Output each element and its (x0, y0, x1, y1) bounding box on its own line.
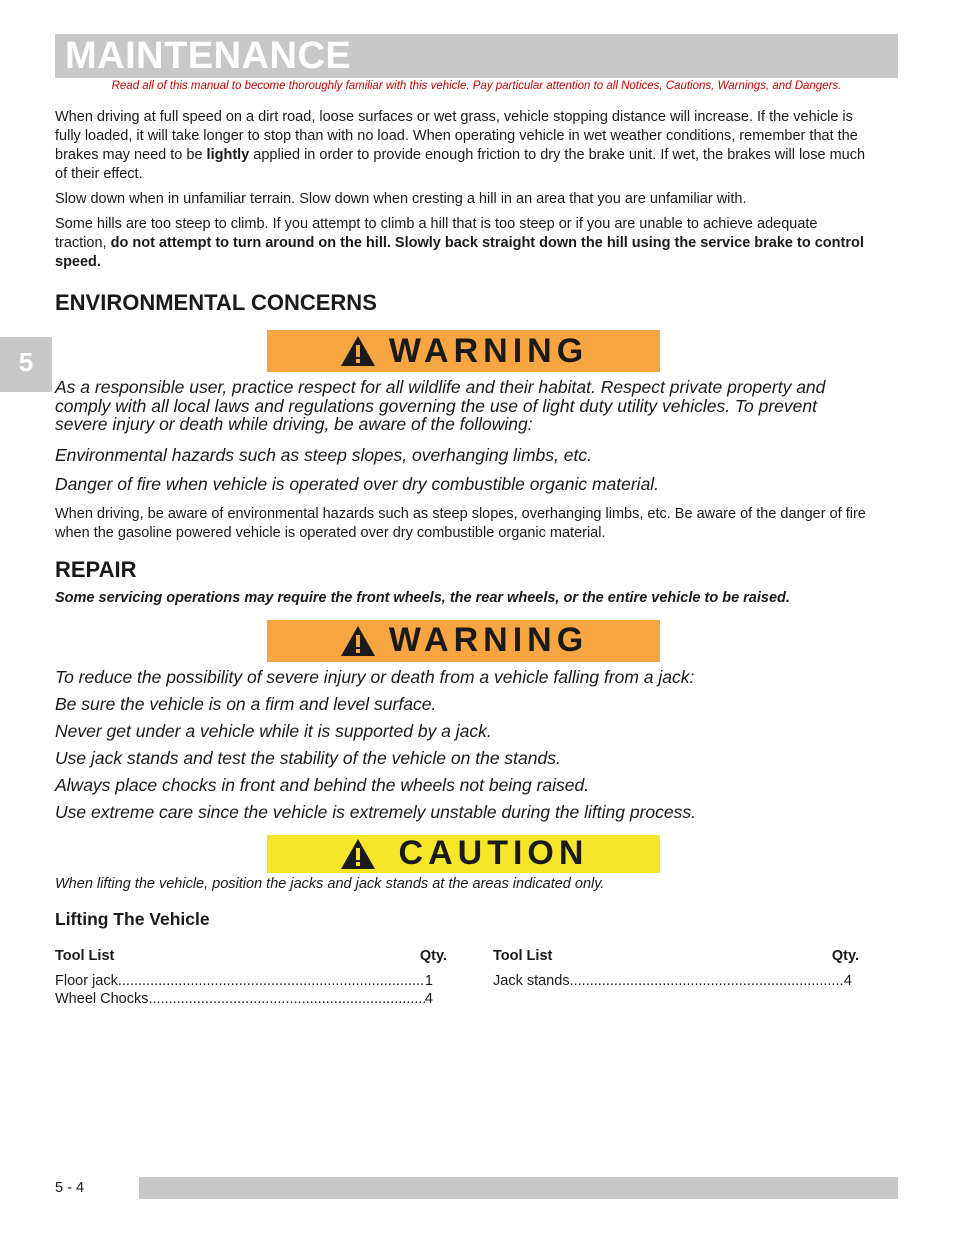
warning-label: WARNING (388, 331, 589, 370)
repair-warning-line: Never get under a vehicle while it is supported by a jack. (55, 720, 492, 741)
repair-warning-line: Use jack stands and test the stability of the vehicle on the stands. (55, 747, 561, 768)
header-note: Read all of this manual to become thoroughly familiar with this vehicle. Pay particular attention to all Notices, Cautions, Warnings, and Dangers. (111, 80, 842, 92)
repair-note: Some servicing operations may require the front wheels, the rear wheels, or the entire vehicle to be raised. (55, 589, 790, 606)
repair-warning-line: Use extreme care since the vehicle is extremely unstable during the lifting process. (55, 801, 696, 822)
tool-name: Wheel Chocks (55, 991, 149, 1007)
tool-qty: 4 (424, 991, 433, 1007)
tool-list-items (55, 972, 433, 1008)
intro-paragraph-1 (55, 108, 870, 184)
tool-list-item (493, 972, 852, 990)
tool-list-left (55, 948, 447, 1008)
intro-p1-bold: lightly (206, 147, 250, 163)
tool-list-right (493, 948, 859, 990)
warning-banner-repair (267, 620, 660, 662)
section-title-repair: REPAIR (55, 556, 137, 582)
intro-p1-text-b: applied in order to provide enough friction to dry the brake unit. If wet, the brakes will lose much of their effect. (55, 147, 866, 182)
tool-list-col-tool: Tool List (55, 948, 115, 964)
repair-warning-list (55, 667, 870, 822)
tool-list-col-tool: Tool List (493, 948, 553, 964)
tool-list-header (55, 948, 447, 964)
intro-p1-text-a: When driving at full speed on a dirt road, loose surfaces or wet grass, vehicle stopping distance will increase. If the vehicle is fully loaded, it will take longer to stop than with no load. When operating vehicle in wet weather conditions, remember that the brakes may need to be (55, 109, 858, 163)
footer-bar (139, 1177, 898, 1199)
repair-warning-line: To reduce the possibility of severe injury or death from a vehicle falling from a jack: (55, 666, 695, 687)
caution-triangle-icon (339, 837, 377, 871)
header-bar (55, 34, 898, 78)
section-title-environmental: ENVIRONMENTAL CONCERNS (55, 290, 377, 315)
page-number: 5 - 4 (55, 1180, 85, 1196)
page-title: MAINTENANCE (65, 35, 352, 77)
tool-list-col-qty: Qty. (831, 948, 859, 964)
environmental-hazard-2: Danger of fire when vehicle is operated over dry combustible organic material. (55, 474, 660, 494)
intro-paragraph-2: Slow down when in unfamiliar terrain. Slow down when cresting a hill in an area that you are unfamiliar with. (55, 191, 747, 207)
environmental-body: When driving, be aware of environmental hazards such as steep slopes, overhanging limbs, etc. Be aware of the danger of fire when the gasoline powered vehicle is operated over dry combustible organic material. (55, 505, 866, 541)
environmental-warning-text: As a responsible user, practice respect for all wildlife and their habitat. Respect private property and comply with all local laws and regulations governing the use of light duty utility vehicles. To prevent severe injury or death while driving, be aware of the following: (55, 377, 826, 434)
tool-list-col-qty: Qty. (419, 948, 447, 964)
intro-p3-bold: do not attempt to turn around on the hill. Slowly back straight down the hill using the service brake to control speed. (55, 235, 864, 270)
caution-text: When lifting the vehicle, position the jacks and jack stands at the areas indicated only. (55, 875, 605, 892)
tool-list-header (493, 948, 859, 964)
tool-list-item (55, 990, 433, 1008)
environmental-hazard-1: Environmental hazards such as steep slopes, overhanging limbs, etc. (55, 444, 592, 465)
lifting-title: Lifting The Vehicle (55, 908, 210, 929)
tool-list-item (55, 972, 433, 990)
tool-name: Floor jack (55, 973, 118, 989)
tool-qty: 4 (843, 973, 852, 989)
chapter-tab: 5 (0, 337, 52, 392)
intro-paragraph-3 (55, 215, 870, 272)
caution-banner (267, 835, 660, 873)
intro-p3-text: Some hills are too steep to climb. If you attempt to climb a hill that is too steep or if you are unable to achieve adequate traction, (55, 216, 818, 251)
warning-triangle-icon (339, 334, 377, 368)
warning-banner (267, 330, 660, 372)
caution-label: CAUTION (398, 834, 589, 872)
tool-name: Jack stands (493, 973, 570, 989)
warning-triangle-icon (339, 624, 377, 658)
warning-label: WARNING (388, 621, 589, 659)
tool-list-items (493, 972, 852, 990)
repair-warning-line: Be sure the vehicle is on a firm and level surface. (55, 693, 437, 714)
repair-warning-line: Always place chocks in front and behind the wheels not being raised. (55, 774, 590, 795)
main-content (55, 108, 870, 930)
tool-qty: 1 (424, 973, 433, 989)
